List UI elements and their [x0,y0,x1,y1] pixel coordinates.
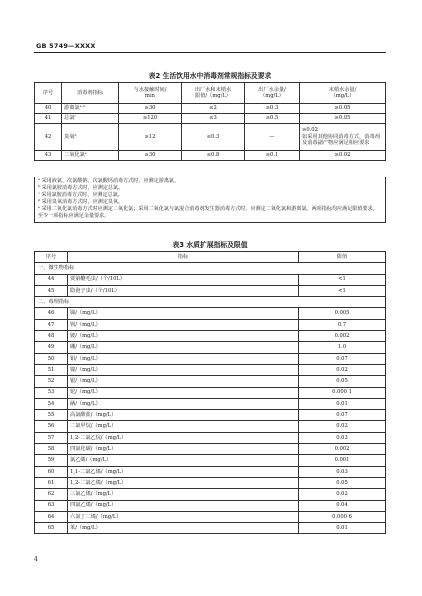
table3-section-label: 一、微生物指标 [35,263,386,274]
table-row [35,387,386,398]
table3-cell: 45 [35,285,68,296]
table2-note: ᵇ 采用氯胺消毒方式时，应测定总氯。 [38,185,124,192]
table3-cell: 64 [35,511,68,522]
table2-cell: ≥0.3 [245,104,300,114]
table3-cell: 0.05 [299,477,386,488]
table2-col-header: 出厂水和末梢水 限值/（mg/L） [182,83,245,104]
table3-cell: 0.7 [299,319,386,330]
table3-cell: 0.07 [299,410,386,421]
table2-cell: 臭氧ᵈ [62,124,119,151]
table2-cell: ≤0.3 [182,124,245,151]
table3-col-header: 序号 [35,252,68,263]
table2-col-header: 末梢水余量/ （mg/L） [300,83,386,104]
table3-cell: 0.005 [299,308,386,319]
table3-cell: 50 [35,353,68,364]
table-row [35,477,386,488]
table2-cell: ≥0.5 [245,114,300,124]
table2-cell: 41 [35,114,62,124]
table2-col-header: 出厂水余量/ （mg/L） [245,83,300,104]
page-number: 4 [34,556,38,563]
table3-cell: 硒/（mg/L） [68,398,299,409]
table3-cell: 0.05 [299,376,386,387]
table3-cell: 贾第鞭毛虫/（个/10L） [68,274,299,285]
table3-cell: 56 [35,421,68,432]
table2-cell: ≥0.02 如采用其他协同消毒方式，消毒剂及消毒副产物应满足相应要求 [300,124,386,151]
table2-cell: ≥30 [119,104,182,114]
table3-cell: 49 [35,342,68,353]
table-row [35,421,386,432]
table-row [35,151,386,161]
table2-col-header: 消毒剂指标 [62,83,119,104]
table2-cell: ≤3 [182,114,245,124]
standard-code-header: GB 5749—XXXX [36,42,96,50]
table3-cell: 隐孢子虫/（个/10L） [68,285,299,296]
table-row [35,331,386,342]
table3-cell: 苯/（mg/L） [68,523,299,534]
table3-cell: 钼/（mg/L） [68,353,299,364]
table3-cell: 44 [35,274,68,285]
table3-cell: 0.002 [299,331,386,342]
table2-cell: ≤0.8 [182,151,245,161]
table2-cell: ≥0.05 [300,104,386,114]
table2-cell: ≤2 [182,104,245,114]
table3-cell: 1,1-二氯乙烯/（mg/L） [68,466,299,477]
table2-note: ᵃ 采用液氯、次氯酸钠、次氯酸钙消毒方式时，应测定游离氯。 [38,178,180,184]
table3-cell: 51 [35,364,68,375]
table2-cell: 40 [35,104,62,114]
table3-cell: 55 [35,410,68,421]
table3-cell: 60 [35,466,68,477]
table3-cell: 四氯乙烯/（mg/L） [68,500,299,511]
table3-cell: 0.000 1 [299,387,386,398]
table2-cell: ≥0.02 [300,151,386,161]
table3-cell: 54 [35,398,68,409]
table3-cell: 0.02 [299,489,386,500]
table3-section-row [35,263,386,274]
table2-header-row [35,83,386,104]
table3-cell: 48 [35,331,68,342]
table2-cell: — [245,124,300,151]
table3-cell: 47 [35,319,68,330]
table3-cell: 58 [35,444,68,455]
table2-col-header: 序号 [35,83,62,104]
table3-cell: 0.03 [299,432,386,443]
table3-cell: 1,2-二氯乙烯/（mg/L） [68,477,299,488]
table2-cell: 游离氯ᵃ ᵇ [62,104,119,114]
table3-cell: <1 [299,285,386,296]
table3-cell: 1,2-二氯乙烷/（mg/L） [68,432,299,443]
table2-notes [34,177,386,223]
table2-cell: 二氧化氯ᵉ [62,151,119,161]
table3-cell: 65 [35,523,68,534]
table2-cell: ≥0.05 [300,114,386,124]
table-row [35,444,386,455]
table3-cell: 镍/（mg/L） [68,364,299,375]
table-row [35,455,386,466]
table-row [35,432,386,443]
table-row [35,124,386,151]
table3-cell: 二氯甲烷/（mg/L） [68,421,299,432]
table2-cell: 总氯ᶜ [62,114,119,124]
table3-cell: 0.02 [299,364,386,375]
table3-cell: 六氯丁二烯/（mg/L） [68,511,299,522]
table3-cell: 三氯乙烯/（mg/L） [68,489,299,500]
table3-cell: 62 [35,489,68,500]
table-row [35,104,386,114]
table-row [35,353,386,364]
table2-cell: ≥30 [119,151,182,161]
table3-header-row [35,252,386,263]
table2-col-header: 与水接触时间/ min [119,83,182,104]
table3-cell: 0.000 6 [299,511,386,522]
table3-col-header: 指标 [68,252,299,263]
table3-cell: 0.01 [299,398,386,409]
table3-cell: <1 [299,274,386,285]
table3-cell: 53 [35,387,68,398]
table3-col-header: 限值 [299,252,386,263]
table3-cell: 52 [35,376,68,387]
table2-cell: ≥120 [119,114,182,124]
table3-cell: 46 [35,308,68,319]
table-row [35,319,386,330]
table2-note: ᶜ 采用氯胺消毒方式时，应测定总氯。 [38,192,123,199]
table3-cell: 57 [35,432,68,443]
table-row [35,511,386,522]
table3-cell: 四氯化碳/（mg/L） [68,444,299,455]
table3-cell: 0.001 [299,455,386,466]
table3-cell: 铍/（mg/L） [68,331,299,342]
table2 [34,82,386,161]
table-row [35,114,386,124]
table-row [35,342,386,353]
table3-cell: 氯乙烯/（mg/L） [68,455,299,466]
table-row [35,398,386,409]
table-row [35,523,386,534]
table2-cell: ≥12 [119,124,182,151]
table3-cell: 钡/（mg/L） [68,319,299,330]
table-row [35,285,386,296]
table3-cell: 0.04 [299,500,386,511]
table3-section-label: 二、毒理指标 [35,297,386,308]
table-row [35,466,386,477]
table-row [35,410,386,421]
table3-cell: 1.0 [299,342,386,353]
table-row [35,500,386,511]
table3-cell: 铊/（mg/L） [68,387,299,398]
table3-cell: 锑/（mg/L） [68,308,299,319]
table-row [35,274,386,285]
table-row [35,308,386,319]
table3-cell: 高氯酸盐/（mg/L） [68,410,299,421]
table3-cell: 0.03 [299,466,386,477]
table-row [35,364,386,375]
table3-section-row [35,297,386,308]
table3-cell: 61 [35,477,68,488]
table3-cell: 0.01 [299,523,386,534]
table3-cell: 0.07 [299,353,386,364]
table3-caption: 表3 水质扩展指标及限值 [172,241,248,249]
table-row [35,376,386,387]
table2-cell: 43 [35,151,62,161]
table2-note: ᵈ 采用臭氧消毒方式时，应测定臭氧。 [38,199,124,206]
table3-cell: 59 [35,455,68,466]
table3-cell: 0.02 [299,421,386,432]
table3-cell: 硼/（mg/L） [68,342,299,353]
table2-cell: ≥0.1 [245,151,300,161]
table2-caption: 表2 生活饮用水中消毒剂常规指标及要求 [148,72,272,80]
table2-note: ᵉ 采用二氧化氯消毒方式时应测定二氧化氯；采用二氧化氯与氯混合消毒剂发生器消毒方式时，应测定二氧化氯和游离氯。两项指标均应满足限值要求，至少一项指标应满足余量要求。 [38,206,378,220]
table3-cell: 63 [35,500,68,511]
table3-cell: 0.002 [299,444,386,455]
table3 [34,251,386,534]
table3-cell: 银/（mg/L） [68,376,299,387]
table2-cell: 42 [35,124,62,151]
header-rule [34,52,386,53]
table-row [35,489,386,500]
